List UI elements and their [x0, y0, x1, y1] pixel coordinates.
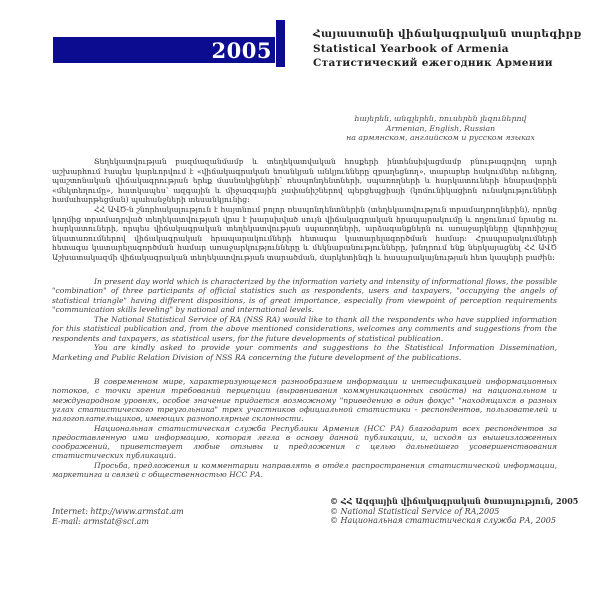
year-banner: [53, 37, 275, 63]
armenian-text-block: [52, 157, 557, 263]
english-paragraph: The National Statistical Service of RA (NSS RA) would like to thank all the respondents who have supplied information for this statistical publication and, from the above mentioned considerations, welcomes any comments and suggestions from the respondents and taxpayers, as statistical users, for the future developments of statistical publication.: [52, 314, 557, 343]
body-text: [52, 157, 557, 479]
copyright-armenian: © ՀՀ Ազգային վիճակագրական ծառայություն, 2005: [330, 496, 579, 506]
title-russian: Статистический ежегодник Армении: [313, 57, 553, 69]
languages-note-armenian: հայերեն, անգլերեն, ռուսերեն լեզուներով: [354, 114, 527, 123]
year-banner-tab: [276, 20, 285, 67]
copyright-russian: © Национальная статистическая служба РА, 2005: [330, 516, 556, 526]
copyright-block: [330, 496, 579, 526]
year-label: 2005: [211, 37, 272, 63]
russian-text-block: [52, 377, 557, 479]
english-paragraph: You are kindly asked to provide your comments and suggestions to the Statistical Information Dissemination, Marketing and Public Relation Division of NSS RA concerning the future development of the publications.: [52, 343, 557, 362]
title-english: Statistical Yearbook of Armenia: [313, 42, 509, 55]
title-armenian: Հայաստանի վիճակագրական տարեգիրք: [313, 28, 582, 40]
russian-paragraph: В современном мире, характеризующемся разнообразием информации и интесификацией информационных потоков, с точки зрения требований перцепции (выравнивания коммуникационных свойств) на национальном и международном уровнях, особое значение придается возможному "приведению в один фокус" "находящихся в разных углах статистического треугольника" трех участников официальной статистики - респондентов, пользователей и налогоплательщиков, имеющих разнополярные склонности.: [52, 377, 557, 424]
english-text-block: [52, 277, 557, 363]
languages-note-english: Armenian, English, Russian: [385, 123, 496, 133]
publication-title: [313, 27, 593, 71]
internet-address: Internet: http://www.armstat.am: [52, 507, 184, 516]
armenian-paragraph: ՀՀ ԱՎԾ-ն շնորհակալություն է հայտնում բոլոր ռեսպոնդենտներին (տեղեկատվություն տրամադրողներին), որոնց կողմից տրամադրված տեղեկատվության վրա է խարսխված սույն վիճակագրական հրապարակումը և ողջունում նրանց ու հարկատուների, որպես վիճակագրական տեղեկատվության սպառողների, արձագանքներն ու առաջարկները վերոհիշյալ նկատառումներով վիճակագրական հրապարակումների հետագա կատարելագործման համար: Հրապարակումների հետագա կատարելագործման համար առաջարկությունները և մեկնաբանությունները, խնդրում ենք ներկայացնել ՀՀ ԱՎԾ Աշխատակազմի վիճակագրական տեղեկատվության տարածման, մարկետինգի և հասարակայնության հետ կապերի բաժին:: [52, 204, 557, 262]
copyright-english: © National Statistical Service of RA,2005: [330, 506, 500, 516]
email-address: E-mail: armstat@sci.am: [52, 516, 149, 526]
armenian-paragraph: Տեղեկատվության բազմազանմամբ և տեղեկատվական հոսքերի ինտենսիվացմամբ բնութագրվող արդի աշխարհում էապես կարևորվում է «վիճակագրական եռանկյան անկյունները զբաղեցնող», տարաբեր հակումներ ունեցող, պաշտոնական վիճակագրության երեք մասնակիցների՝ ռեսպոնդենտների, սպառողների և հարկատուների հնարավորին «մեկտեղումը», հատկապես՝ ազգային և միջազգային չափանիշներով պերցեպցիայի (կոմունիկացիոն ունակությունների համահարթեցման) պահանջների տեսանկյունից:: [52, 157, 557, 205]
russian-paragraph: Просьба, предложения и комментарии направлять в отдел распространения статистической информации, маркетинга и связей с общественностью НСС РА.: [52, 460, 557, 479]
languages-note-russian: на армянском, английском и русском языках: [346, 133, 535, 143]
english-paragraph: In present day world which is characterized by the information variety and intensity of informational flows, the possible "combination" of three participants of official statistics such as respondents, users and taxpayers, "occupying the angels of statistical triangle" having different dispositions, is of great importance, especially from viewpoint of perception requirements "communication skills leveling" by national and international levels.: [52, 276, 557, 315]
russian-paragraph: Национальная статистическая служба Республики Армения (НСС РА) благодарит всех респондентов за предоставленную ими информацию, которая легла в основу данной публикации, и, исходя из вышеизложенных соображений, приветствует любые отзывы и предложения с целью дальнейшего усовершенствования статистических публикаций.: [52, 423, 557, 461]
contact-block: [52, 507, 184, 526]
languages-note: [318, 114, 563, 143]
